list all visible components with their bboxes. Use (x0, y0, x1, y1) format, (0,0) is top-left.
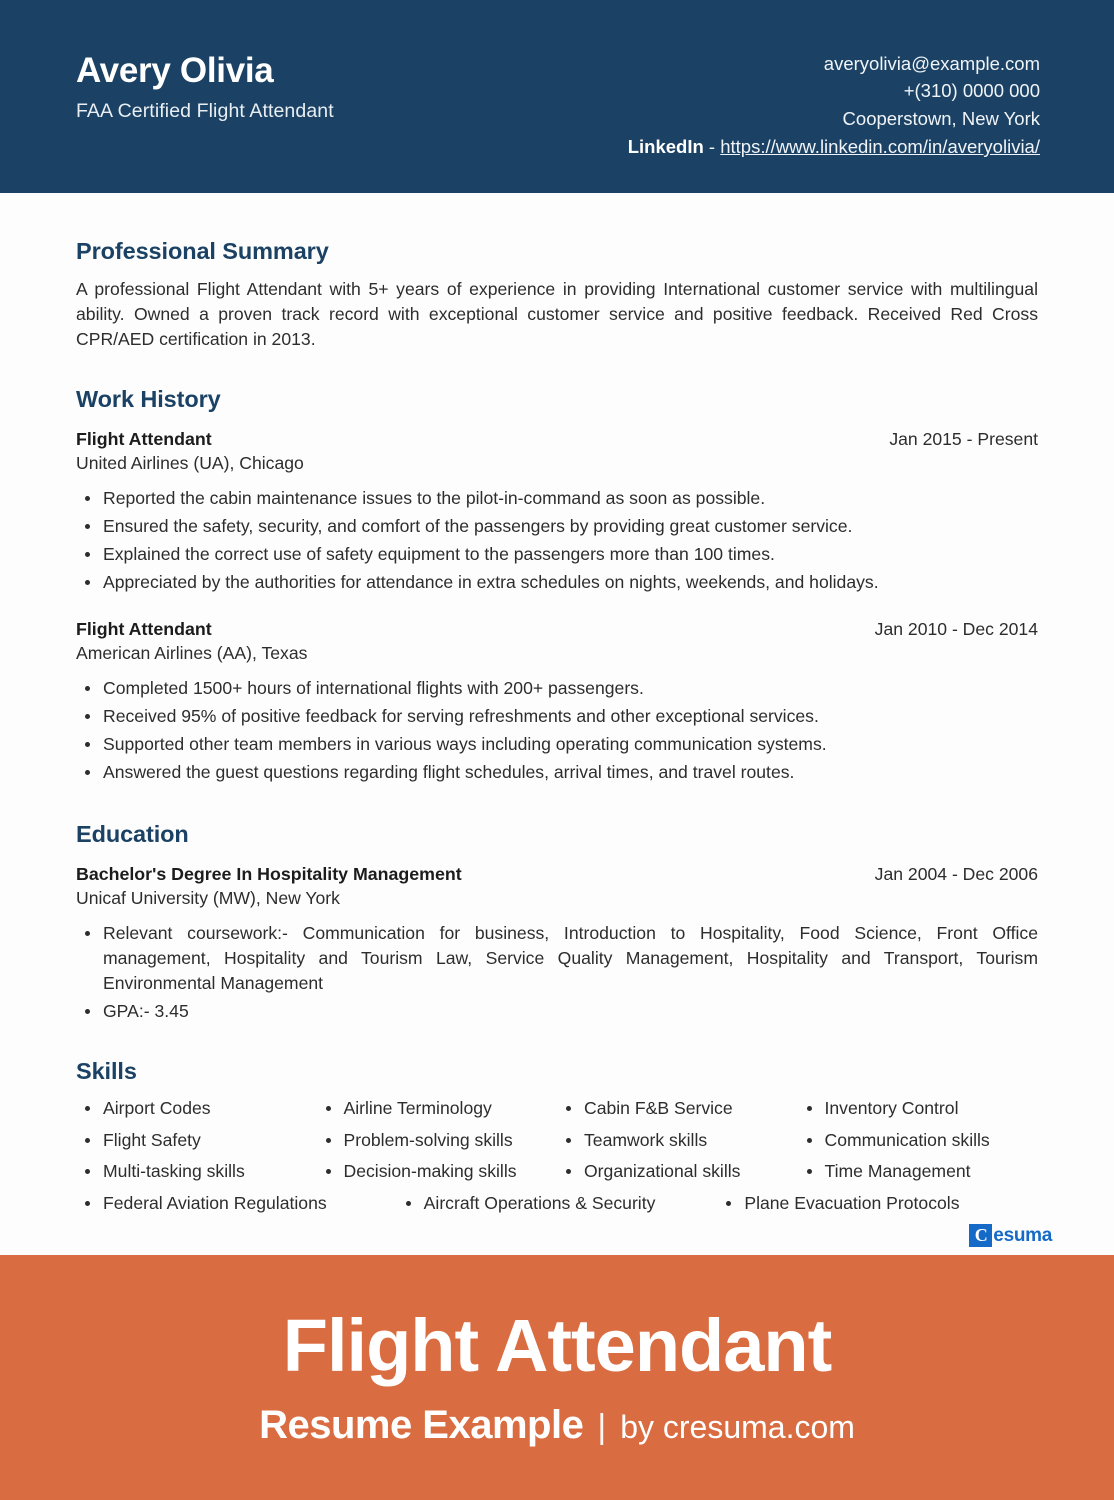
skills-row (76, 1191, 1038, 1216)
cresuma-logo-icon: C (969, 1224, 992, 1247)
list-item: Completed 1500+ hours of international flights with 200+ passengers. (76, 676, 1038, 701)
skill-item: Airline Terminology (317, 1096, 558, 1121)
skills-row (76, 1128, 1038, 1153)
work-organization: United Airlines (UA), Chicago (76, 452, 304, 473)
section-title-summary: Professional Summary (76, 238, 329, 264)
banner-subtitle-strong: Resume Example (259, 1402, 584, 1447)
list-item: Relevant coursework:- Communication for business, Introduction to Hospitality, Food Science, Front Office management, Hospitality and Tourism Law, Service Quality Management, Hospitality and Transport, Tourism Environmental Management (76, 921, 1038, 996)
cresuma-watermark (969, 1224, 1052, 1247)
linkedin-url[interactable]: https://www.linkedin.com/in/averyolivia/ (720, 136, 1040, 158)
skill-item: Airport Codes (76, 1096, 317, 1121)
skill-item: Federal Aviation Regulations (76, 1191, 397, 1216)
skill-item: Decision-making skills (317, 1159, 558, 1184)
education-entry (76, 864, 1038, 1024)
skills-grid (76, 1096, 1038, 1217)
page-title: Avery Olivia (76, 51, 274, 90)
contact-phone[interactable]: +(310) 0000 000 (903, 80, 1040, 102)
cresuma-logo-text: esuma (993, 1224, 1052, 1246)
resume-body (0, 238, 1114, 1279)
banner-divider: | (597, 1407, 607, 1446)
skill-item: Cabin F&B Service (557, 1096, 798, 1121)
skill-item: Time Management (798, 1159, 1039, 1184)
summary-text: A professional Flight Attendant with 5+ years of experience in providing International customer service with multilingual ability. Owned a proven track record with exceptional customer service and positive feedback. Received Red Cross CPR/AED certification in 2013. (76, 279, 1038, 349)
list-item: Received 95% of positive feedback for serving refreshments and other exceptional services. (76, 704, 1038, 729)
work-position: Flight Attendant (76, 428, 212, 449)
education-degree: Bachelor's Degree In Hospitality Management (76, 863, 462, 884)
linkedin-separator: - (708, 136, 716, 158)
banner-title: Flight Attendant (282, 1304, 832, 1388)
work-entry (76, 429, 1038, 595)
education-institution: Unicaf University (MW), New York (76, 887, 340, 908)
list-item: GPA:- 3.45 (76, 999, 1038, 1024)
section-work-history (76, 386, 1038, 785)
education-bullets (76, 921, 1038, 1024)
banner-attribution: by cresuma.com (620, 1408, 855, 1445)
work-bullets (76, 486, 1038, 595)
skill-item: Communication skills (798, 1128, 1039, 1153)
work-position: Flight Attendant (76, 618, 212, 639)
skill-item: Plane Evacuation Protocols (717, 1191, 1038, 1216)
work-organization: American Airlines (AA), Texas (76, 642, 308, 663)
contact-linkedin[interactable] (628, 133, 1040, 160)
skill-item: Multi-tasking skills (76, 1159, 317, 1184)
contact-email[interactable]: averyolivia@example.com (823, 53, 1040, 74)
banner-subtitle (259, 1403, 855, 1448)
skill-item: Inventory Control (798, 1096, 1039, 1121)
contact-location: Cooperstown, New York (842, 107, 1040, 129)
skills-row (76, 1159, 1038, 1184)
work-dates: Jan 2010 - Dec 2014 (874, 618, 1038, 639)
work-dates: Jan 2015 - Present (889, 428, 1038, 449)
work-bullets (76, 676, 1038, 785)
skills-row (76, 1096, 1038, 1121)
skill-item: Flight Safety (76, 1128, 317, 1153)
section-title-education: Education (76, 820, 189, 847)
resume-header (0, 0, 1114, 193)
section-title-work: Work History (76, 385, 221, 412)
contact-block (628, 48, 1040, 161)
list-item: Appreciated by the authorities for attendance in extra schedules on nights, weekends, and holidays. (76, 570, 1038, 595)
skill-item: Aircraft Operations & Security (397, 1191, 718, 1216)
section-title-skills: Skills (76, 1057, 137, 1084)
skill-item: Teamwork skills (557, 1128, 798, 1153)
section-skills (76, 1058, 1038, 1217)
work-entry (76, 619, 1038, 785)
section-education (76, 821, 1038, 1024)
list-item: Ensured the safety, security, and comfort of the passengers by providing great customer service. (76, 514, 1038, 539)
section-professional-summary (76, 238, 1038, 352)
list-item: Supported other team members in various ways including operating communication systems. (76, 732, 1038, 757)
list-item: Explained the correct use of safety equipment to the passengers more than 100 times. (76, 542, 1038, 567)
skill-item: Organizational skills (557, 1159, 798, 1184)
identity-block (76, 48, 334, 123)
linkedin-label: LinkedIn (627, 136, 704, 158)
professional-title: FAA Certified Flight Attendant (76, 99, 334, 122)
promo-banner (0, 1255, 1114, 1500)
education-dates: Jan 2004 - Dec 2006 (874, 863, 1038, 884)
list-item: Answered the guest questions regarding flight schedules, arrival times, and travel routes. (76, 760, 1038, 785)
skill-item: Problem-solving skills (317, 1128, 558, 1153)
list-item: Reported the cabin maintenance issues to the pilot-in-command as soon as possible. (76, 486, 1038, 511)
